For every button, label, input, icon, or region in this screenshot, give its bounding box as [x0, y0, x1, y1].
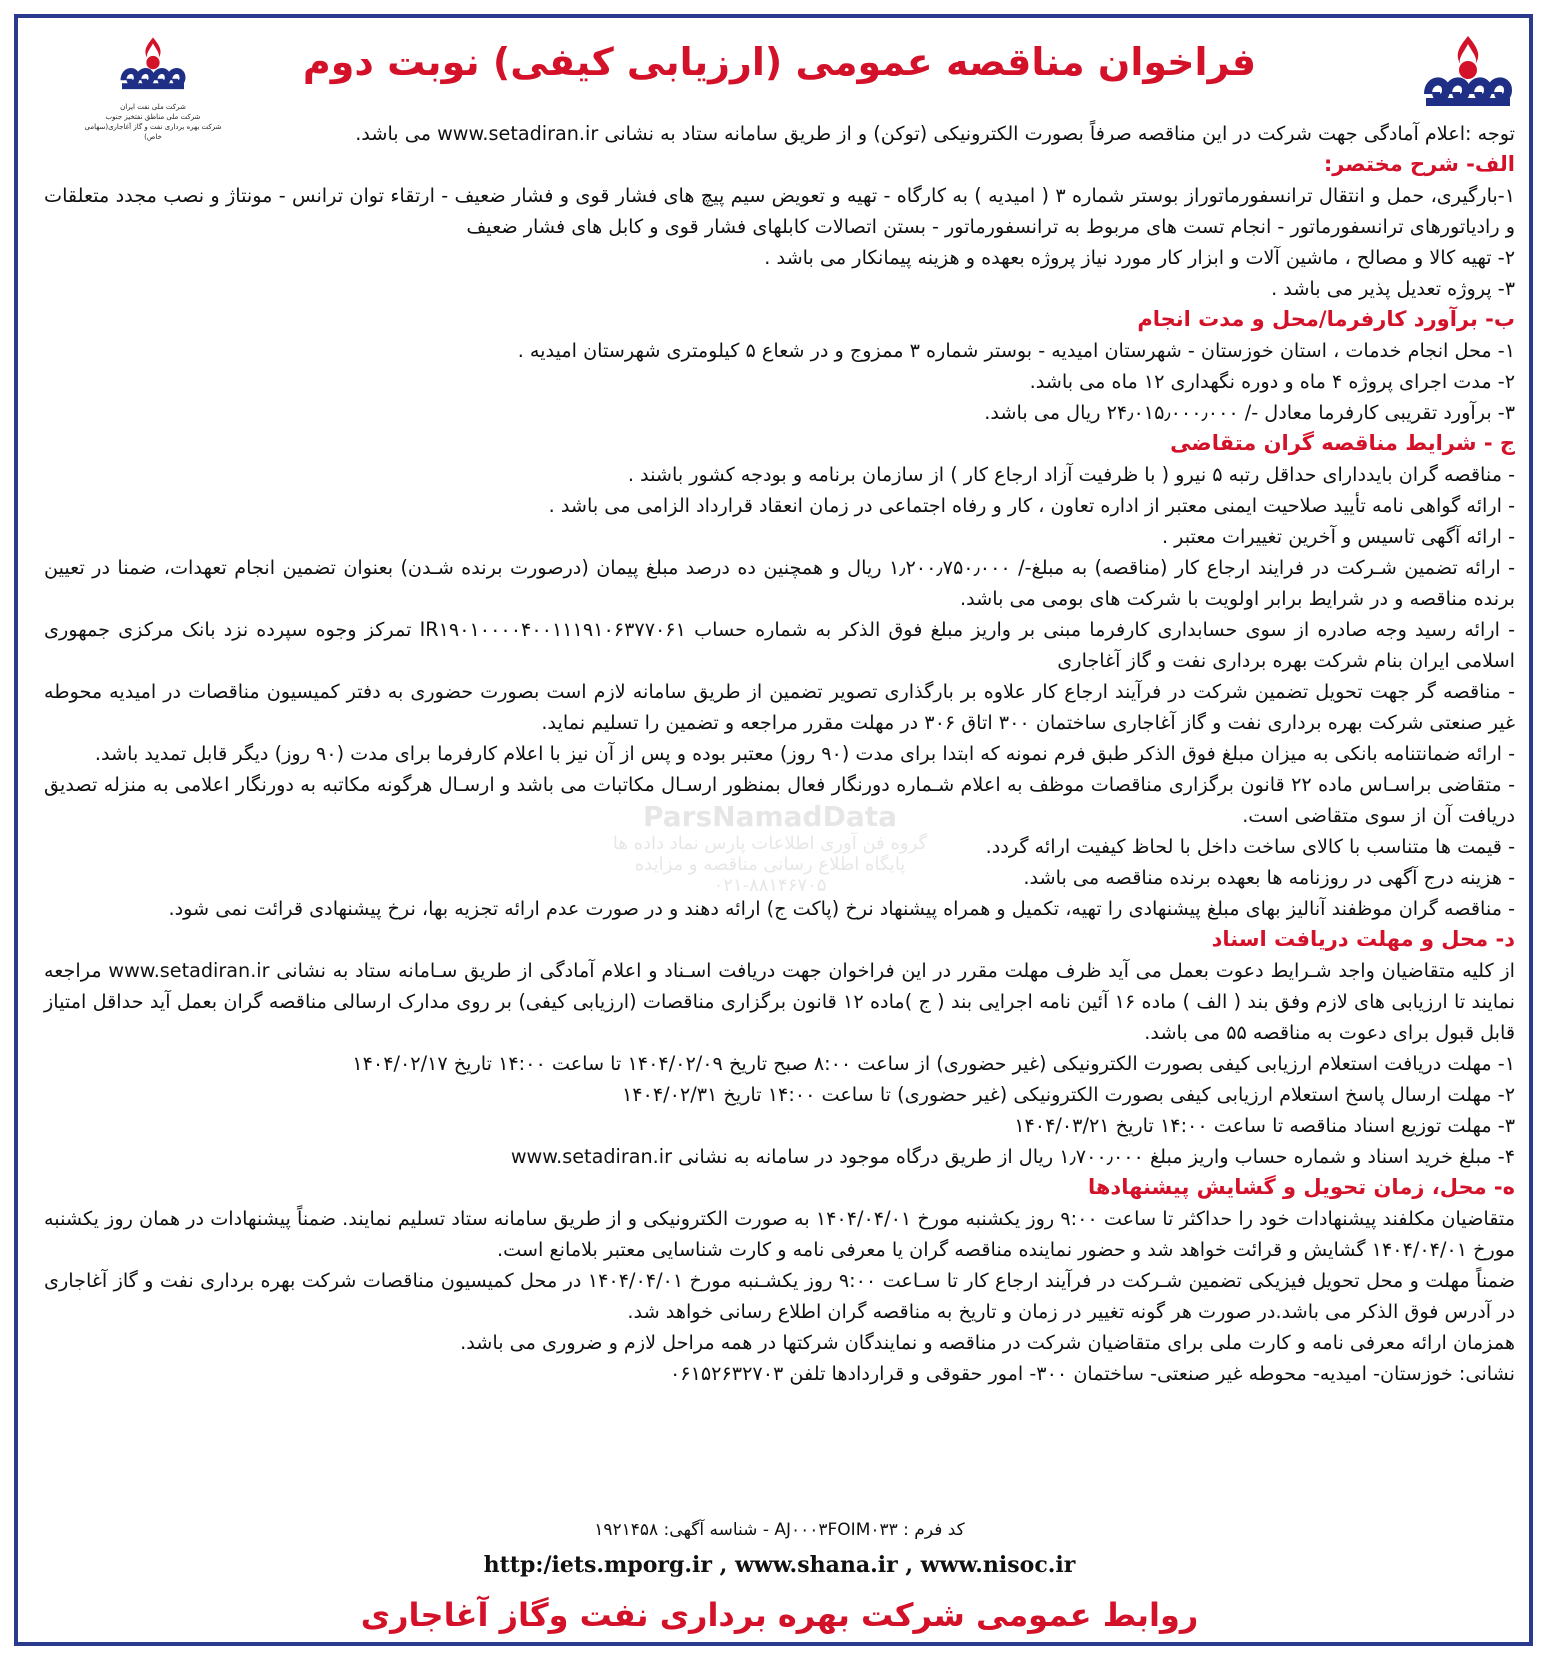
section-b-item: ۳- برآورد تقریبی کارفرما معادل -/ ۲۴٫۰۱۵٫۰۰۰٫۰۰۰ ریال می باشد. [984, 401, 1515, 424]
page-title: فراخوان مناقصه عمومی (ارزیابی کیفی) نوبت دوم [302, 40, 1257, 84]
logo-caption: شرکت بهره برداری نفت و گاز آغاجاری(سهامی خاص) [84, 123, 222, 141]
section-c-item: - مناقصه گر جهت تحویل تضمین شرکت در فرآیند ارجاع کار علاوه بر بارگذاری تصویر تضمین از طریق سامانه لازم است بصورت حضوری به دفتر کمیسیون مناقصات در امیدیه محوطه غیر صنعتی شرکت بهره برداری نفت و گاز آغاجاری ساختمان ۳۰۰ اتاق ۳۰۶ در مهلت مقرر مراجعه و تضمین را تسلیم نماید. [44, 680, 1515, 734]
form-code: کد فرم : AJ۰۰۰۳FOIM۰۳۳ - شناسه آگهی: ۱۹۲۱۴۵۸ [594, 1520, 965, 1540]
section-c-item: - متقاضی براسـاس ماده ۲۲ قانون برگزاری مناقصات موظف به اعلام شـماره دورنگار فعال بمنظور ارسـال مکاتبات می باشد و ارسـال هرگونه مکاتبه به دورنگار اعلامی به منزله تصدیق دریافت آن از سوی متقاضی است. [44, 773, 1516, 827]
section-c-item: - ارائه تضمین شـرکت در فرایند ارجاع کار (مناقصه) به مبلغ-/ ۱٫۲۰۰٫۷۵۰٫۰۰۰ ریال و همچنین ده درصد مبلغ پیمان (درصورت برنده شـدن) بعنوان تضمین انجام تعهدات، ضمنا در تعیین برنده مناقصه و در شرایط برابر اولویت با شرکت های بومی می باشد. [44, 556, 1515, 610]
note-paragraph: توجه :اعلام آمادگی جهت شرکت در این مناقصه صرفاً بصورت الکترونیکی (توکن) و از طریق سامانه ستاد به نشانی www.setadiran.ir می باشد. [355, 122, 1515, 145]
section-c-item: - ارائه گواهی نامه تأیید صلاحیت ایمنی معتبر از اداره تعاون ، کار و رفاه اجتماعی در زمان انعقاد قرارداد الزامی می باشد . [548, 494, 1515, 517]
section-e-heading: ه- محل، زمان تحویل و گشایش پیشنهادها [1087, 1175, 1515, 1199]
section-b-heading: ب- برآورد کارفرما/محل و مدت انجام [1137, 307, 1515, 331]
section-c-item: - ارائه رسید وجه صادره از سوی حسابداری کارفرما مبنی بر واریز مبلغ فوق الذکر به شماره حساب IR۱۹۰۱۰۰۰۰۴۰۰۱۱۱۹۱۰۶۳۷۷۰۶۱ تمرکز وجوه سپرده نزد بانک مرکزی جمهوری اسلامی ایران بنام شرکت بهره برداری نفت و گاز آغاجاری [44, 618, 1515, 672]
flame-logo-icon [1418, 34, 1518, 118]
section-d-item: ۱- مهلت دریافت استعلام ارزیابی کیفی بصورت الکترونیکی (غیر حضوری) از ساعت ۸:۰۰ صبح تاریخ ۱۴۰۴/۰۲/۰۹ تا ساعت ۱۴:۰۰ تاریخ ۱۴۰۴/۰۲/۱۷ [352, 1052, 1515, 1075]
logo-caption: شرکت ملی مناطق نفتخیز جنوب [105, 113, 201, 121]
section-d-item: ۲- مهلت ارسال پاسخ استعلام ارزیابی کیفی بصورت الکترونیکی (غیر حضوری) تا ساعت ۱۴:۰۰ تاریخ ۱۴۰۴/۰۲/۳۱ [621, 1083, 1515, 1106]
section-d-heading: د- محل و مهلت دریافت اسناد [1211, 927, 1515, 951]
watermark-text: پایگاه اطلاع رسانی مناقصه و مزایده [634, 854, 906, 875]
public-relations-signature: روابط عمومی شرکت بهره برداری نفت وگاز آغاجاری [360, 1596, 1199, 1634]
section-d-intro: از کلیه متقاضیان واجد شـرایط دعوت بعمل می آید ظرف مهلت مقرر در این فراخوان جهت دریافت اسـناد و اعلام آمادگی از طریق سـامانه ستاد به نشانی www.setadiran.ir مراجعه نمایند تا ارزیابی های لازم وفق بند ( الف ) ماده ۱۶ آئین نامه اجرایی بند ( ج )ماده ۱۲ قانون برگزاری مناقصات (ارزیابی کیفی) بر روی مدارک ارسالی مناقصه گران بعمل آید حداقل امتیاز قابل قبول برای دعوت به مناقصه ۵۵ می باشد. [44, 959, 1515, 1044]
section-c-item: - هزینه درج آگهی در روزنامه ها بعهده برنده مناقصه می باشد. [1023, 866, 1515, 889]
section-c-item: - ارائه آگهی تاسیس و آخرین تغییرات معتبر . [1161, 525, 1515, 548]
watermark-text: ParsNamadData [643, 800, 897, 833]
section-e-item: متقاضیان مکلفند پیشنهادات خود را حداکثر تا ساعت ۹:۰۰ روز یکشنبه مورخ ۱۴۰۴/۰۴/۰۱ به صورت الکترونیکی و از طریق سامانه ستاد تسلیم نمایند. ضمناً پیشنهادات در همان روز یکشنبه مورخ ۱۴۰۴/۰۴/۰۱ گشایش و قرائت خواهد شد و حضور نماینده مناقصه گران یا معرفی نامه و کارت شناسایی معتبر بلامانع است. [44, 1207, 1515, 1261]
section-a-item: ۲- تهیه کالا و مصالح ، ماشین آلات و ابزار کار مورد نیاز پروژه بعهده و هزینه پیمانکار می باشد . [764, 246, 1515, 269]
section-c-item: - مناقصه گران موظفند آنالیز بهای مبلغ پیشنهادی را تهیه، تکمیل و همراه پیشنهاد نرخ (پاکت ج) ارائه دهند و در صورت عدم ارائه تجزیه بها، نرخ پیشنهادی قرائت نمی شود. [168, 897, 1515, 920]
section-a-heading: الف- شرح مختصر: [1323, 152, 1515, 176]
section-e-item: ضمناً مهلت و محل تحویل فیزیکی تضمین شـرکت در فرآیند ارجاع کار تا سـاعت ۹:۰۰ روز یکشـنبه مورخ ۱۴۰۴/۰۴/۰۱ در محل کمیسیون مناقصات شرکت بهره برداری نفت و گاز آغاجاری در آدرس فوق الذکر می باشد.در صورت هر گونه تغییر در زمان و تاریخ به مناقصه گران اطلاع رسانی خواهد شد. [44, 1269, 1516, 1323]
section-a-item: ۳- پروژه تعدیل پذیر می باشد . [1271, 277, 1515, 300]
section-c-heading: ج - شرایط مناقصه گران متقاضی [1170, 431, 1515, 455]
section-d-item: ۴- مبلغ خرید اسناد و شماره حساب واریز مبلغ ۱٫۷۰۰٫۰۰۰ ریال از طریق درگاه موجود در سامانه به نشانی www.setadiran.ir [510, 1145, 1515, 1168]
watermark-text: ۰۲۱-۸۸۱۴۶۷۰۵ [713, 875, 827, 896]
website-links[interactable]: http:/iets.mporg.ir , www.shana.ir , www.nisoc.ir [483, 1552, 1076, 1578]
address-line: نشانی: خوزستان- امیدیه- محوطه غیر صنعتی- ساختمان ۳۰۰- امور حقوقی و قراردادها تلفن ۰۶۱۵۲۶۳۲۷۰۳ [669, 1362, 1515, 1385]
nioc-logo-right [1413, 34, 1523, 122]
notice-body [44, 118, 1515, 1389]
section-d-item: ۳- مهلت توزیع اسناد مناقصه تا ساعت ۱۴:۰۰ تاریخ ۱۴۰۴/۰۳/۲۱ [1014, 1114, 1515, 1137]
section-b-item: ۱- محل انجام خدمات ، استان خوزستان - شهرستان امیدیه - بوستر شماره ۳ ممزوج و در شعاع ۵ کیلومتری شهرستان امیدیه . [517, 339, 1515, 362]
section-e-item: همزمان ارائه معرفی نامه و کارت ملی برای متقاضیان شرکت در مناقصه و نمایندگان شرکتها در همه مراحل لازم و ضروری می باشد. [460, 1331, 1515, 1354]
logo-caption: شرکت ملی نفت ایران [120, 103, 186, 111]
watermark-text: گروه فن آوری اطلاعات پارس نماد داده ها [612, 833, 928, 854]
section-c-item: - ارائه ضمانتنامه بانکی به میزان مبلغ فوق الذکر طبق فرم نمونه که ابتدا برای مدت (۹۰ روز) معتبر بوده و پس از آن نیز با اعلام کارفرما برای مدت (۹۰ روز) دیگر قابل تمدید باشد. [94, 742, 1515, 765]
section-b-item: ۲- مدت اجرای پروژه ۴ ماه و دوره نگهداری ۱۲ ماه می باشد. [1029, 370, 1515, 393]
section-c-item: - مناقصه گران بایددارای حداقل رتبه ۵ نیرو ( با ظرفیت آزاد ارجاع کار ) از سازمان برنامه و بودجه کشور باشند . [627, 463, 1515, 486]
section-a-item: ۱-بارگیری، حمل و انتقال ترانسفورماتوراز بوستر شماره ۳ ( امیدیه ) به کارگاه - تهیه و تعویض سیم پیچ های فشار قوی و فشار ضعیف - ارتقاء توان ترانس - مونتاژ و نصب مجدد متعلقات و رادیاتورهای ترانسفورماتور - انجام تست های مربوط به ترانسفورماتور - بستن اتصالات کابلهای فشار قوی و کابل های فشار ضعیف [44, 184, 1515, 238]
flame-logo-icon [113, 36, 193, 98]
section-c-item: - قیمت ها متناسب با کالای ساخت داخل با لحاظ کیفیت ارائه گردد. [985, 835, 1515, 858]
